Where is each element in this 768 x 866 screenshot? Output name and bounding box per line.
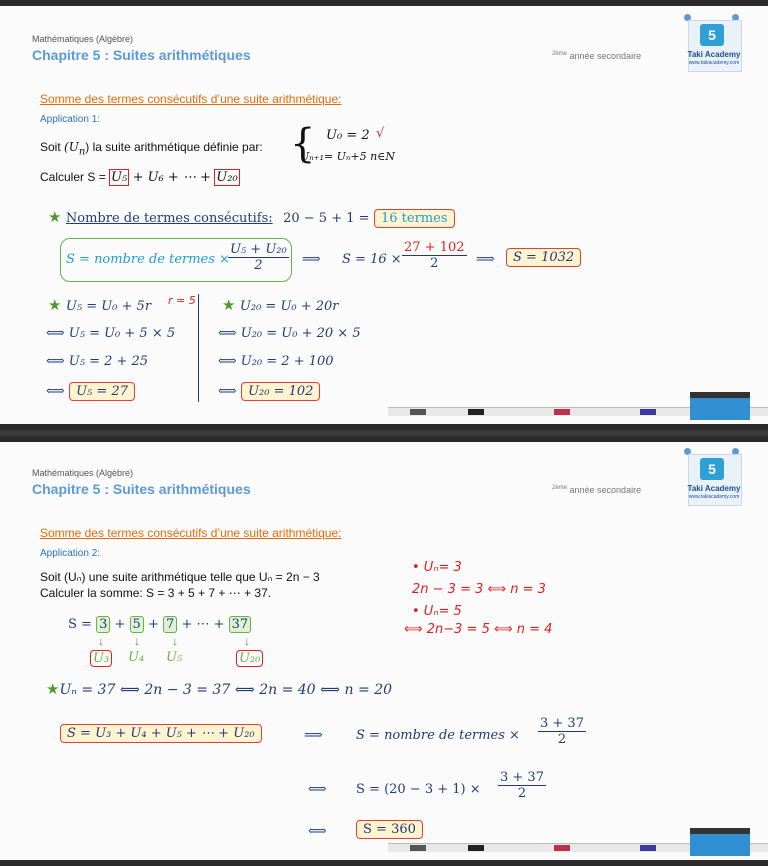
brace-line-2: Uₙ₊₁= Uₙ+5 n∈N <box>300 150 395 163</box>
arrow-icon: ↓ <box>172 634 178 648</box>
terms-count-line: ★ Nombre de termes consécutifs: 20 − 5 + 1 = 16 termes <box>48 208 455 227</box>
handwritten-note-2: 2n − 3 = 3 ⟺ n = 3 <box>412 582 546 597</box>
implies-1: ⟹ <box>302 252 321 267</box>
formula-text: S = nombre de termes × <box>66 252 230 267</box>
eraser <box>690 828 750 856</box>
chapter-title: Chapitre 5 : Suites arithmétiques <box>32 481 251 497</box>
star-icon: ★ <box>222 297 236 314</box>
sum-calculation: S = (20 − 3 + 1) × <box>356 782 481 797</box>
equation-line: ★Uₙ = 37 ⟺ 2n − 3 = 37 ⟺ 2n = 40 ⟺ n = 20 <box>46 681 393 698</box>
term-u20: U₂₀ <box>236 650 263 667</box>
subject-label: Mathématiques (Algèbre) <box>32 468 134 478</box>
column-divider <box>198 294 199 402</box>
sum-expression-box: S = U₃ + U₄ + U₅ + ⋯ + U₂₀ <box>60 724 262 743</box>
calculate-text: Calculer S = U₅ + U₆ + ⋯ + U₂₀ <box>40 170 238 185</box>
handwritten-r-note: r = 5 <box>168 294 196 307</box>
chapter-title: Chapitre 5 : Suites arithmétiques <box>32 47 251 63</box>
u5-result: U₅ = 27 <box>69 382 135 401</box>
handwritten-note-1: • Uₙ= 3 <box>412 560 462 575</box>
arrow-icon: ↓ <box>98 634 104 648</box>
arrow-icon: ↓ <box>134 634 140 648</box>
formula-fraction: $\frac{\text{U₅ + U₂₀}}{2}$ <box>230 242 287 273</box>
sum-substitution: S = 16 × <box>342 252 402 267</box>
star-icon: ★ <box>46 681 60 698</box>
problem-line-2: Calculer la somme: S = 3 + 5 + 7 + ⋯ + 37. <box>40 586 272 600</box>
star-icon: ★ <box>48 297 62 314</box>
whiteboard-slide-2 <box>0 436 768 866</box>
terms-count-result: 16 termes <box>374 209 455 228</box>
left-step-1: ★ U₅ = U₀ + 5r <box>48 297 152 314</box>
right-step-2: ⟺ U₂₀ = U₀ + 20 × 5 <box>218 326 361 341</box>
section-title: Somme des termes consécutifs d’une suite arithmétique: <box>40 526 342 540</box>
application-label: Application 1: <box>40 114 101 125</box>
implies: ⟹ <box>304 728 323 743</box>
right-step-4: ⟺ U₂₀ = 102 <box>218 382 320 400</box>
sum-result: S = 360 <box>356 820 423 839</box>
sum-result: S = 1032 <box>506 248 581 267</box>
problem-line-1: Soit (Uₙ) une suite arithmétique telle que Uₙ = 2n − 3 <box>40 570 320 584</box>
term-u4: U₄ <box>128 650 145 665</box>
right-step-1: ★ U₂₀ = U₀ + 20r <box>222 297 339 314</box>
brace: { <box>290 121 316 167</box>
left-step-4: ⟺ U₅ = 27 <box>46 382 135 400</box>
sum-fraction: $\frac{27 + 102}{2}$ <box>404 240 465 271</box>
formula-text: S = nombre de termes × <box>356 728 520 743</box>
term-u3: U₃ <box>90 650 112 667</box>
calc-fraction: $\frac{3 + 37}{2}$ <box>500 770 544 801</box>
u20-result: U₂₀ = 102 <box>241 382 320 401</box>
eraser <box>690 392 750 420</box>
whiteboard-slide-1 <box>0 0 768 430</box>
taki-academy-logo: 5 Taki Academy www.takiacademy.com <box>684 14 742 76</box>
star-icon: ★ <box>48 209 62 226</box>
section-title: Somme des termes consécutifs d’une suite arithmétique: <box>40 92 342 106</box>
handwritten-note-3: • Uₙ= 5 <box>412 604 462 619</box>
equiv-2: ⟺ <box>308 824 327 839</box>
taki-academy-logo: 5 Taki Academy www.takiacademy.com <box>684 448 742 510</box>
term-u5: U₅ <box>166 650 183 665</box>
left-step-2: ⟺ U₅ = U₀ + 5 × 5 <box>46 326 176 341</box>
formula-fraction: $\frac{3 + 37}{2}$ <box>540 716 584 747</box>
definition-text: Soit $(U_n)$ la suite arithmétique définie par: <box>40 140 263 158</box>
level-label: $^{2ème}$ année secondaire <box>552 51 642 61</box>
right-step-3: ⟺ U₂₀ = 2 + 100 <box>218 354 334 369</box>
handwritten-check: √ <box>376 126 385 141</box>
subject-label: Mathématiques (Algèbre) <box>32 34 134 44</box>
brace-line-1: U₀ = 2 <box>326 128 370 143</box>
level-label: $^{2ème}$ année secondaire <box>552 485 642 495</box>
application-label: Application 2: <box>40 548 101 559</box>
equiv-1: ⟺ <box>308 782 327 797</box>
sum-terms: S = 3 + 5 + 7 + ⋯ + 37 <box>68 616 251 633</box>
handwritten-note-4: ⟺ 2n−3 = 5 ⟺ n = 4 <box>404 622 553 637</box>
arrow-icon: ↓ <box>244 634 250 648</box>
implies-2: ⟹ <box>476 252 495 267</box>
left-step-3: ⟺ U₅ = 2 + 25 <box>46 354 149 369</box>
